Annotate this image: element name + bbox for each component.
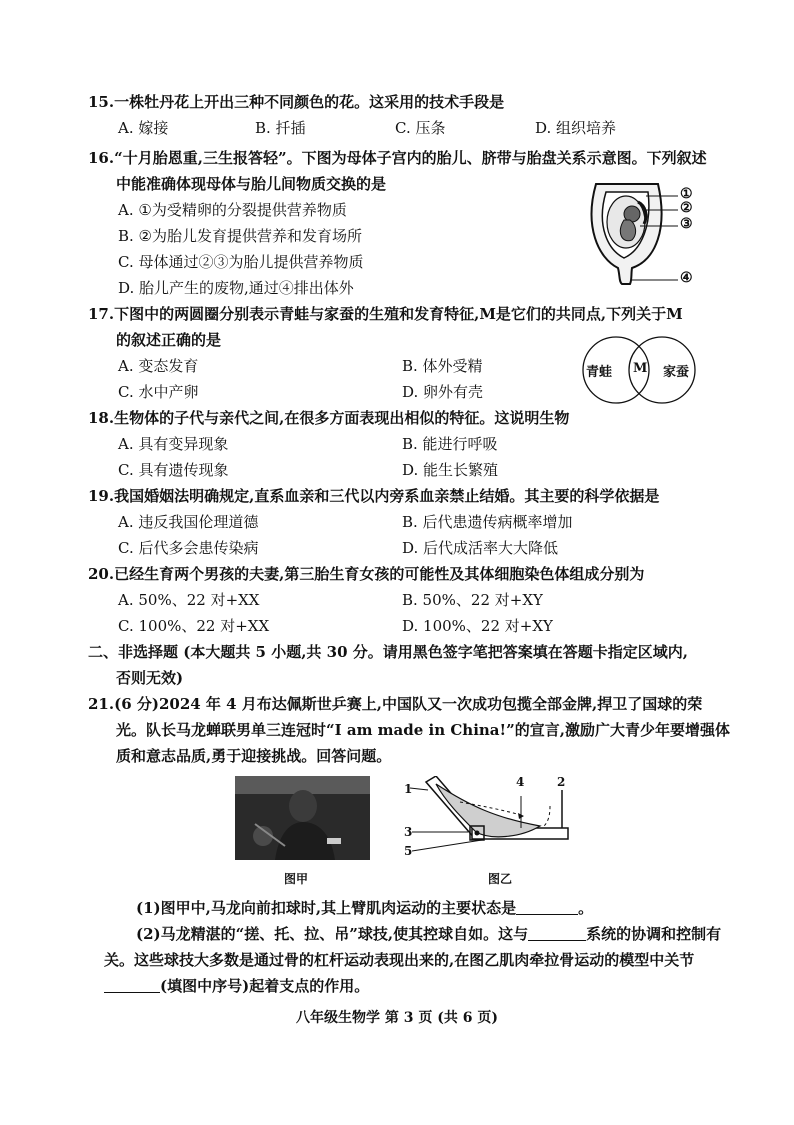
q16-option-a: A. ①为受精卵的分裂提供营养物质 <box>118 201 347 219</box>
q15-stem: 15.一株牡丹花上开出三种不同颜色的花。这采用的技术手段是 <box>88 93 505 111</box>
q18-option-d: D. 能生长繁殖 <box>402 461 499 479</box>
figure-b-lever-model <box>400 776 580 864</box>
q16-option-d: D. 胎儿产生的废物,通过④排出体外 <box>118 279 354 297</box>
figure-a-photo <box>235 776 370 860</box>
q17-option-c: C. 水中产卵 <box>118 383 199 401</box>
lever-label-1: 1 <box>404 782 413 796</box>
q16-stem-1: 16.“十月胎恩重,三生报答轻”。下图为母体子宫内的胎儿、脐带与胎盘关系示意图。下列叙述 <box>88 149 707 167</box>
q17-stem-2: 的叙述正确的是 <box>116 331 222 349</box>
section2-heading: 二、非选择题 (本大题共 5 小题,共 30 分。请用黑色签字笔把答案填在答题卡指定区域内, <box>88 643 688 661</box>
figure-a-caption: 图甲 <box>284 872 309 886</box>
lever-label-5: 5 <box>404 844 413 858</box>
venn-label-silkworm: 家蚕 <box>663 365 690 380</box>
q15-option-d: D. 组织培养 <box>535 119 617 137</box>
q19-stem: 19.我国婚姻法明确规定,直系血亲和三代以内旁系血亲禁止结婚。其主要的科学依据是 <box>88 487 660 505</box>
q18-option-b: B. 能进行呼吸 <box>402 435 498 453</box>
q20-option-d: D. 100%、22 对+XY <box>402 617 553 635</box>
q21-intro-3: 质和意志品质,勇于迎接挑战。回答问题。 <box>116 747 392 765</box>
q17-option-a: A. 变态发育 <box>118 357 199 375</box>
section2-heading-cont: 否则无效) <box>116 669 184 687</box>
q21-part1-blank <box>516 900 578 915</box>
q20-option-c: C. 100%、22 对+XX <box>118 617 270 635</box>
q21-part2-text-b: 系统的协调和控制有 <box>586 925 722 943</box>
venn-label-frog: 青蛙 <box>586 365 613 380</box>
q21-part2-text-d: (填图中序号)起着支点的作用。 <box>160 977 370 995</box>
q19-option-a: A. 违反我国伦理道德 <box>118 513 259 531</box>
fetus-body <box>620 220 635 241</box>
q21-part2-blank-2 <box>104 978 160 993</box>
q16-stem-2: 中能准确体现母体与胎儿间物质交换的是 <box>116 175 387 193</box>
q21-intro-2: 光。队长马龙蝉联男单三连冠时“I am made in China!”的宣言,激励广大青少年要增强体 <box>116 721 730 739</box>
q21-part2-text-a: (2)马龙精湛的“搓、托、拉、吊”球技,使其控球自如。这与 <box>136 925 529 943</box>
q18-stem: 18.生物体的子代与亲代之间,在很多方面表现出相似的特征。这说明生物 <box>88 409 570 427</box>
q19-option-d: D. 后代成活率大大降低 <box>402 539 559 557</box>
q21-part1-text: (1)图甲中,马龙向前扣球时,其上臂肌肉运动的主要状态是 <box>136 899 517 917</box>
q20-option-a: A. 50%、22 对+XX <box>118 591 260 609</box>
q21-part2-line2: 关。这些球技大多数是通过骨的杠杆运动表现出来的,在图乙肌肉牵拉骨运动的模型中关节 <box>104 951 695 969</box>
q15-option-c: C. 压条 <box>395 119 446 137</box>
lever-label-4: 4 <box>516 775 525 789</box>
q19-option-c: C. 后代多会患传染病 <box>118 539 259 557</box>
q21-part1 <box>136 898 593 918</box>
q21-part2-blank-1 <box>528 926 586 941</box>
q21-part2-line1 <box>136 924 721 944</box>
q21-intro-1: 21.(6 分)2024 年 4 月布达佩斯世乒赛上,中国队又一次成功包揽全部金牌,捍卫了国球的荣 <box>88 695 703 713</box>
marker-3: ③ <box>680 216 693 232</box>
q20-option-b: B. 50%、22 对+XY <box>402 591 543 609</box>
q19-option-b: B. 后代患遗传病概率增加 <box>402 513 573 531</box>
lever-label-2: 2 <box>557 775 566 789</box>
q17-stem-1: 17.下图中的两圆圈分别表示青蛙与家蚕的生殖和发育特征,M是它们的共同点,下列关于M <box>88 305 683 323</box>
q17-option-d: D. 卵外有壳 <box>402 383 484 401</box>
q21-part2-line3 <box>104 976 369 996</box>
q15-option-b: B. 扦插 <box>255 119 306 137</box>
marker-2: ② <box>680 200 693 216</box>
venn-label-m: M <box>633 361 648 376</box>
q15-option-a: A. 嫁接 <box>118 119 169 137</box>
q21-part1-end: 。 <box>578 899 594 917</box>
marker-1: ① <box>680 186 693 202</box>
q18-option-c: C. 具有遗传现象 <box>118 461 229 479</box>
q16-option-c: C. 母体通过②③为胎儿提供营养物质 <box>118 253 364 271</box>
figure-b-caption: 图乙 <box>488 872 513 886</box>
player-head <box>289 790 317 822</box>
q20-stem: 20.已经生育两个男孩的夫妻,第三胎生育女孩的可能性及其体细胞染色体组成分别为 <box>88 565 645 583</box>
q18-option-a: A. 具有变异现象 <box>118 435 229 453</box>
q16-option-b: B. ②为胎儿发育提供营养和发育场所 <box>118 227 363 245</box>
q17-option-b: B. 体外受精 <box>402 357 483 375</box>
marker-4: ④ <box>680 270 693 286</box>
lever-label-3: 3 <box>404 825 413 839</box>
page-footer: 八年级生物学 第 3 页 (共 6 页) <box>296 1010 498 1026</box>
